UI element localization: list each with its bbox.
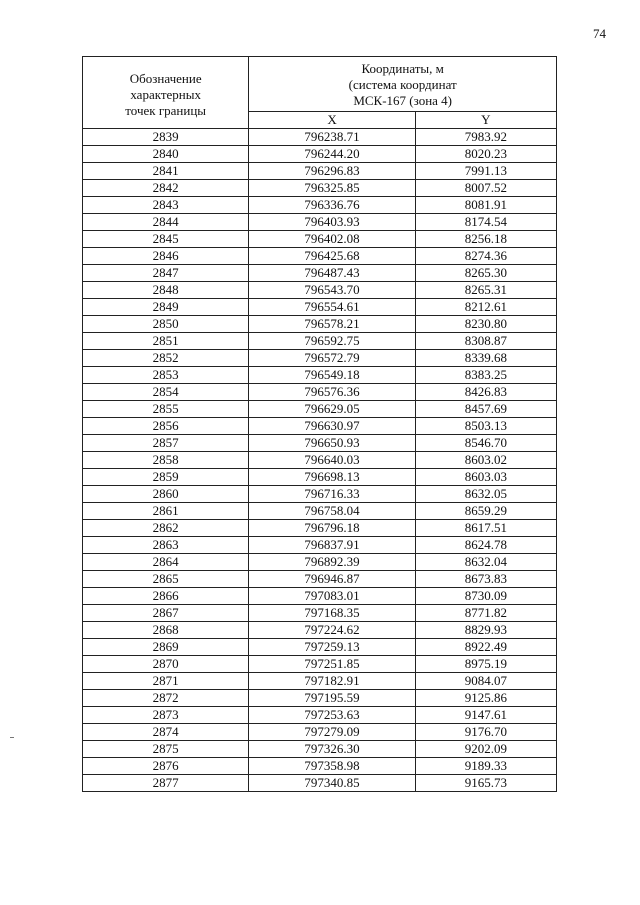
table-row xyxy=(83,129,557,146)
y-coordinate-cell: 9125.86 xyxy=(415,690,556,707)
x-coordinate-cell: 796650.93 xyxy=(249,435,415,452)
y-coordinate-cell: 8265.30 xyxy=(415,265,556,282)
point-number-cell: 2845 xyxy=(83,231,249,248)
y-column-header: Y xyxy=(415,112,556,129)
point-number-cell: 2852 xyxy=(83,350,249,367)
y-coordinate-cell: 8212.61 xyxy=(415,299,556,316)
point-number-cell: 2872 xyxy=(83,690,249,707)
table-row xyxy=(83,707,557,724)
table-row xyxy=(83,520,557,537)
y-coordinate-cell: 8730.09 xyxy=(415,588,556,605)
table-row xyxy=(83,401,557,418)
point-number-cell: 2850 xyxy=(83,316,249,333)
x-coordinate-cell: 797259.13 xyxy=(249,639,415,656)
point-number-cell: 2849 xyxy=(83,299,249,316)
coords-header-line-1: Координаты, м xyxy=(361,61,444,76)
x-coordinate-cell: 796543.70 xyxy=(249,282,415,299)
x-coordinate-cell: 797083.01 xyxy=(249,588,415,605)
point-number-cell: 2857 xyxy=(83,435,249,452)
x-coordinate-cell: 796892.39 xyxy=(249,554,415,571)
y-coordinate-cell: 8230.80 xyxy=(415,316,556,333)
x-coordinate-cell: 796403.93 xyxy=(249,214,415,231)
y-coordinate-cell: 8007.52 xyxy=(415,180,556,197)
point-number-cell: 2860 xyxy=(83,486,249,503)
y-coordinate-cell: 8603.02 xyxy=(415,452,556,469)
table-row xyxy=(83,282,557,299)
table-row xyxy=(83,180,557,197)
table-row xyxy=(83,622,557,639)
table-row xyxy=(83,588,557,605)
table-row xyxy=(83,197,557,214)
table-row xyxy=(83,724,557,741)
point-header-line-3: точек границы xyxy=(125,102,207,118)
y-coordinate-cell: 8617.51 xyxy=(415,520,556,537)
x-coordinate-cell: 796572.79 xyxy=(249,350,415,367)
table-row xyxy=(83,163,557,180)
point-number-cell: 2840 xyxy=(83,146,249,163)
table-row xyxy=(83,503,557,520)
table-row xyxy=(83,775,557,792)
y-coordinate-cell: 8383.25 xyxy=(415,367,556,384)
y-coordinate-cell: 8339.68 xyxy=(415,350,556,367)
point-number-cell: 2854 xyxy=(83,384,249,401)
table-row xyxy=(83,333,557,350)
y-coordinate-cell: 8632.04 xyxy=(415,554,556,571)
y-coordinate-cell: 8632.05 xyxy=(415,486,556,503)
point-number-cell: 2863 xyxy=(83,537,249,554)
x-coordinate-cell: 796238.71 xyxy=(249,129,415,146)
point-number-cell: 2875 xyxy=(83,741,249,758)
y-coordinate-cell: 8673.83 xyxy=(415,571,556,588)
y-coordinate-cell: 9176.70 xyxy=(415,724,556,741)
point-header-line-1: Обозначение xyxy=(129,70,202,86)
coords-header-line-2: (система координат xyxy=(348,77,457,92)
y-coordinate-cell: 8546.70 xyxy=(415,435,556,452)
y-coordinate-cell: 8624.78 xyxy=(415,537,556,554)
point-number-cell: 2859 xyxy=(83,469,249,486)
coordinates-table xyxy=(82,56,557,792)
x-coordinate-cell: 797340.85 xyxy=(249,775,415,792)
point-number-cell: 2869 xyxy=(83,639,249,656)
coordinates-table-body xyxy=(83,129,557,792)
point-number-cell: 2858 xyxy=(83,452,249,469)
x-coordinate-cell: 797182.91 xyxy=(249,673,415,690)
table-row xyxy=(83,214,557,231)
point-number-cell: 2847 xyxy=(83,265,249,282)
y-coordinate-cell: 8256.18 xyxy=(415,231,556,248)
table-row xyxy=(83,469,557,486)
x-coordinate-cell: 796796.18 xyxy=(249,520,415,537)
y-coordinate-cell: 8020.23 xyxy=(415,146,556,163)
point-number-cell: 2865 xyxy=(83,571,249,588)
table-row xyxy=(83,537,557,554)
y-coordinate-cell: 8659.29 xyxy=(415,503,556,520)
point-number-cell: 2873 xyxy=(83,707,249,724)
x-coordinate-cell: 797224.62 xyxy=(249,622,415,639)
x-coordinate-cell: 796837.91 xyxy=(249,537,415,554)
point-number-cell: 2866 xyxy=(83,588,249,605)
y-coordinate-cell: 8503.13 xyxy=(415,418,556,435)
table-row xyxy=(83,554,557,571)
table-row xyxy=(83,265,557,282)
point-number-cell: 2846 xyxy=(83,248,249,265)
x-coordinate-cell: 797358.98 xyxy=(249,758,415,775)
point-designation-header xyxy=(83,57,249,129)
point-number-cell: 2867 xyxy=(83,605,249,622)
x-coordinate-cell: 796629.05 xyxy=(249,401,415,418)
table-row xyxy=(83,146,557,163)
table-row xyxy=(83,690,557,707)
point-number-cell: 2844 xyxy=(83,214,249,231)
x-coordinate-cell: 796554.61 xyxy=(249,299,415,316)
point-number-cell: 2851 xyxy=(83,333,249,350)
point-number-cell: 2853 xyxy=(83,367,249,384)
y-coordinate-cell: 8308.87 xyxy=(415,333,556,350)
x-coordinate-cell: 796425.68 xyxy=(249,248,415,265)
table-row xyxy=(83,639,557,656)
point-number-cell: 2864 xyxy=(83,554,249,571)
y-coordinate-cell: 8771.82 xyxy=(415,605,556,622)
point-number-cell: 2877 xyxy=(83,775,249,792)
point-number-cell: 2842 xyxy=(83,180,249,197)
coordinates-header xyxy=(249,57,557,112)
y-coordinate-cell: 9084.07 xyxy=(415,673,556,690)
x-coordinate-cell: 796640.03 xyxy=(249,452,415,469)
point-number-cell: 2839 xyxy=(83,129,249,146)
point-number-cell: 2862 xyxy=(83,520,249,537)
y-coordinate-cell: 9147.61 xyxy=(415,707,556,724)
table-row xyxy=(83,418,557,435)
x-coordinate-cell: 797168.35 xyxy=(249,605,415,622)
table-row xyxy=(83,384,557,401)
table-row xyxy=(83,316,557,333)
y-coordinate-cell: 9165.73 xyxy=(415,775,556,792)
x-coordinate-cell: 796325.85 xyxy=(249,180,415,197)
table-row xyxy=(83,435,557,452)
x-coordinate-cell: 797195.59 xyxy=(249,690,415,707)
x-coordinate-cell: 796402.08 xyxy=(249,231,415,248)
y-coordinate-cell: 9189.33 xyxy=(415,758,556,775)
page-number: 74 xyxy=(593,26,606,41)
y-coordinate-cell: 8265.31 xyxy=(415,282,556,299)
y-coordinate-cell: 8457.69 xyxy=(415,401,556,418)
x-coordinate-cell: 796758.04 xyxy=(249,503,415,520)
y-coordinate-cell: 8274.36 xyxy=(415,248,556,265)
y-coordinate-cell: 8975.19 xyxy=(415,656,556,673)
x-coordinate-cell: 796244.20 xyxy=(249,146,415,163)
x-coordinate-cell: 796296.83 xyxy=(249,163,415,180)
x-coordinate-cell: 796946.87 xyxy=(249,571,415,588)
table-row xyxy=(83,350,557,367)
table-row xyxy=(83,741,557,758)
x-column-header: X xyxy=(249,112,415,129)
point-number-cell: 2861 xyxy=(83,503,249,520)
table-row xyxy=(83,656,557,673)
x-coordinate-cell: 797326.30 xyxy=(249,741,415,758)
y-coordinate-cell: 8426.83 xyxy=(415,384,556,401)
table-row xyxy=(83,231,557,248)
y-coordinate-cell: 7983.92 xyxy=(415,129,556,146)
y-coordinate-cell: 8603.03 xyxy=(415,469,556,486)
margin-mark xyxy=(10,737,14,738)
table-row xyxy=(83,248,557,265)
x-coordinate-cell: 796630.97 xyxy=(249,418,415,435)
x-coordinate-cell: 796578.21 xyxy=(249,316,415,333)
table-row xyxy=(83,299,557,316)
point-number-cell: 2841 xyxy=(83,163,249,180)
y-coordinate-cell: 8829.93 xyxy=(415,622,556,639)
x-coordinate-cell: 797251.85 xyxy=(249,656,415,673)
x-coordinate-cell: 796549.18 xyxy=(249,367,415,384)
point-header-line-2: характерных xyxy=(130,86,201,102)
point-number-cell: 2871 xyxy=(83,673,249,690)
point-number-cell: 2855 xyxy=(83,401,249,418)
y-coordinate-cell: 8174.54 xyxy=(415,214,556,231)
y-coordinate-cell: 9202.09 xyxy=(415,741,556,758)
table-row xyxy=(83,605,557,622)
x-coordinate-cell: 796336.76 xyxy=(249,197,415,214)
y-coordinate-cell: 8081.91 xyxy=(415,197,556,214)
point-number-cell: 2874 xyxy=(83,724,249,741)
x-coordinate-cell: 796698.13 xyxy=(249,469,415,486)
table-row xyxy=(83,673,557,690)
point-number-cell: 2856 xyxy=(83,418,249,435)
coords-header-line-3: МСК-167 (зона 4) xyxy=(353,93,453,108)
point-number-cell: 2868 xyxy=(83,622,249,639)
point-number-cell: 2848 xyxy=(83,282,249,299)
table-row xyxy=(83,367,557,384)
table-row xyxy=(83,571,557,588)
x-coordinate-cell: 796487.43 xyxy=(249,265,415,282)
x-coordinate-cell: 797253.63 xyxy=(249,707,415,724)
table-row xyxy=(83,486,557,503)
table-row xyxy=(83,452,557,469)
point-number-cell: 2870 xyxy=(83,656,249,673)
x-coordinate-cell: 797279.09 xyxy=(249,724,415,741)
y-coordinate-cell: 7991.13 xyxy=(415,163,556,180)
x-coordinate-cell: 796576.36 xyxy=(249,384,415,401)
table-row xyxy=(83,758,557,775)
y-coordinate-cell: 8922.49 xyxy=(415,639,556,656)
x-coordinate-cell: 796716.33 xyxy=(249,486,415,503)
point-number-cell: 2876 xyxy=(83,758,249,775)
point-number-cell: 2843 xyxy=(83,197,249,214)
x-coordinate-cell: 796592.75 xyxy=(249,333,415,350)
